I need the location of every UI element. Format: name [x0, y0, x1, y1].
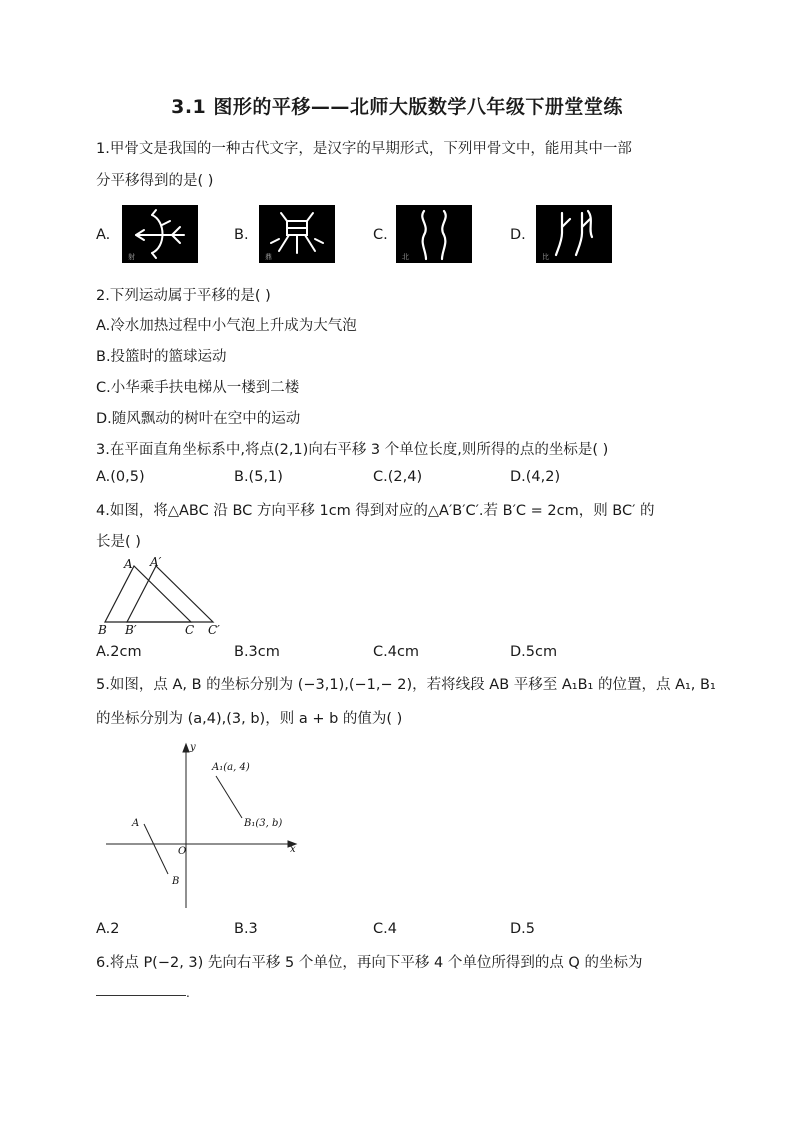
q4-label-c: C	[185, 623, 195, 637]
q4-stem-line1: 4.如图，将△ABC 沿 BC 方向平移 1cm 得到对应的△A′B′C′.若 B′C = 2cm，则 BC′ 的	[96, 503, 655, 519]
q3-option-b: B.(5,1)	[234, 469, 283, 485]
q2-option-c: C.小华乘手扶电梯从一楼到二楼	[96, 380, 300, 396]
q5-option-d: D.5	[510, 921, 535, 937]
q1-glyph-b-caption: 鼎	[265, 253, 272, 261]
q1-glyph-a-caption: 射	[128, 253, 135, 261]
q1-glyph-c-image	[396, 205, 472, 263]
q5-option-a: A.2	[96, 921, 120, 937]
q5-segment-a1b1	[216, 776, 242, 818]
q1-glyph-a-image	[122, 205, 198, 263]
q2-stem: 2.下列运动属于平移的是( )	[96, 288, 271, 304]
q5-option-c: C.4	[373, 921, 397, 937]
q2-option-a: A.冷水加热过程中小气泡上升成为大气泡	[96, 318, 357, 334]
q1-option-b-label: B.	[234, 227, 249, 243]
q2-option-d: D.随风飘动的树叶在空中的运动	[96, 411, 301, 427]
q1-stem-line1: 1.甲骨文是我国的一种古代文字，是汉字的早期形式，下列甲骨文中，能用其中一部	[96, 141, 632, 157]
q4-label-a-prime: A′	[150, 555, 162, 569]
q1-option-c-label: C.	[373, 227, 388, 243]
q1-glyph-c-caption: 北	[402, 253, 409, 261]
q6-answer-blank[interactable]	[96, 995, 186, 996]
q5-label-b: B	[172, 876, 180, 887]
q3-option-d: D.(4,2)	[510, 469, 561, 485]
q1-option-d-label: D.	[510, 227, 526, 243]
q1-glyph-d-caption: 比	[542, 253, 549, 261]
q5-label-x: x	[290, 844, 296, 855]
q5-label-a1: A₁(a, 4)	[212, 762, 250, 773]
q1-glyph-d-image	[536, 205, 612, 263]
q5-stem-line2: 的坐标分别为 (a,4),(3, b)，则 a + b 的值为( )	[96, 711, 403, 727]
q5-segment-ab	[144, 824, 168, 874]
q5-label-a: A	[132, 818, 140, 829]
q4-triangle-abc	[105, 566, 191, 622]
q4-stem-line2: 长是( )	[96, 534, 141, 550]
q4-triangle-a1b1c1	[127, 566, 213, 622]
q1-stem-line2: 分平移得到的是( )	[96, 173, 214, 189]
q5-label-origin: O	[178, 846, 187, 857]
q3-option-a: A.(0,5)	[96, 469, 145, 485]
q5-label-b1: B₁(3, b)	[244, 818, 283, 829]
q4-option-b: B.3cm	[234, 644, 280, 660]
q4-label-c-prime: C′	[208, 623, 220, 637]
q5-y-axis-arrow	[183, 744, 189, 752]
q1-glyph-b-image	[259, 205, 335, 263]
q3-stem: 3.在平面直角坐标系中,将点(2,1)向右平移 3 个单位长度,则所得的点的坐标是( )	[96, 442, 609, 458]
page-title: 3.1 图形的平移——北师大版数学八年级下册堂堂练	[171, 96, 623, 118]
q1-option-a-label: A.	[96, 227, 111, 243]
q4-label-b-prime: B′	[125, 623, 137, 637]
q5-coordinate-figure	[100, 738, 310, 914]
q4-label-a: A	[124, 557, 133, 571]
q5-label-y: y	[190, 742, 196, 753]
q4-option-d: D.5cm	[510, 644, 558, 660]
q4-label-b: B	[98, 623, 107, 637]
q4-option-c: C.4cm	[373, 644, 420, 660]
q4-option-a: A.2cm	[96, 644, 142, 660]
q5-stem-line1: 5.如图，点 A, B 的坐标分别为 (−3,1),(−1,− 2)，若将线段 AB 平移至 A₁B₁ 的位置，点 A₁, B₁	[96, 677, 716, 693]
q5-option-b: B.3	[234, 921, 258, 937]
q6-stem: 6.将点 P(−2, 3) 先向右平移 5 个单位，再向下平移 4 个单位所得到的点 Q 的坐标为	[96, 955, 643, 971]
q2-option-b: B.投篮时的篮球运动	[96, 349, 227, 365]
q6-end-mark: .	[186, 986, 190, 1000]
q4-triangle-figure	[92, 552, 242, 638]
q3-option-c: C.(2,4)	[373, 469, 423, 485]
